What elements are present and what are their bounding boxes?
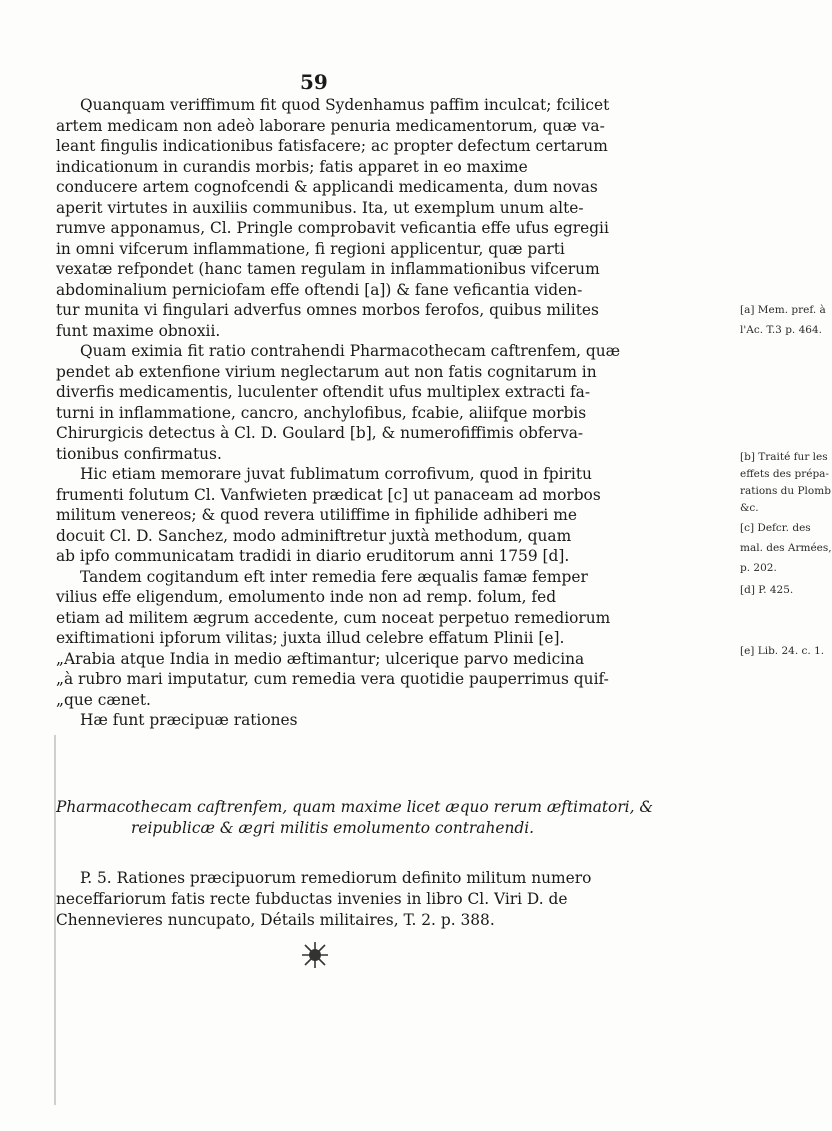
quote-line: „Arabia atque India in medio æftimantur; ulcerique parvo medicina bbox=[56, 649, 585, 668]
margin-note: p. 202. bbox=[740, 562, 777, 574]
text-line: vexatæ refpondet (hanc tamen regulam in inflammationibus vifcerum bbox=[56, 260, 600, 278]
text-line: tionibus confirmatus. bbox=[56, 444, 222, 463]
margin-note: [e] Lib. 24. c. 1. bbox=[740, 645, 825, 657]
text-line: exiftimationi ipforum vilitas; juxta illud celebre effatum Plinii [e]. bbox=[56, 629, 565, 647]
margin-note: mal. des Armées, bbox=[740, 542, 832, 554]
margin-note: effets des prépa- bbox=[740, 468, 829, 480]
text-line: turni in inflammatione, cancro, anchylofibus, fcabie, aliifque morbis bbox=[56, 403, 587, 422]
quote-line: „à rubro mari imputatur, cum remedia vera quotidie pauperrimus quif- bbox=[56, 670, 609, 688]
text-line: leant fingulis indicationibus fatisfacere; ac propter defectum certarum bbox=[56, 137, 608, 155]
margin-note: [a] Mem. pref. à bbox=[740, 304, 826, 316]
text-line: ab ipfo communicatam tradidi in diario eruditorum anni 1759 [d]. bbox=[56, 547, 570, 565]
margin-note: [d] P. 425. bbox=[740, 584, 794, 596]
main-text-block bbox=[56, 95, 734, 731]
text-line: indicationum in curandis morbis; fatis apparet in eo maxime bbox=[56, 157, 528, 176]
margin-note: [c] Defcr. des bbox=[740, 522, 811, 534]
text-line: pendet ab extenfione virium neglectarum aut non fatis cognitarum in bbox=[56, 362, 597, 381]
text-line: rumve apponamus, Cl. Pringle comprobavit veficantia effe ufus egregii bbox=[56, 219, 609, 237]
text-line: tur munita vi fingulari adverfus omnes morbos ferofos, quibus milites bbox=[56, 301, 599, 319]
text-line: abdominalium perniciofam effe oftendi [a]) & fane veficantia viden- bbox=[56, 280, 583, 299]
text-line: vilius effe eligendum, emolumento inde non ad remp. folum, fed bbox=[56, 588, 557, 606]
text-line: neceffariorum fatis recte fubductas invenies in libro Cl. Viri D. de bbox=[56, 890, 568, 908]
text-line: etiam ad militem ægrum accedente, cum noceat perpetuo remediorum bbox=[56, 608, 611, 627]
text-line: Chirurgicis detectus à Cl. D. Goulard [b], & numerofiffimis obferva- bbox=[56, 424, 584, 442]
text-line: artem medicam non adeò laborare penuria medicamentorum, quæ va- bbox=[56, 116, 605, 135]
margin-note: &c. bbox=[740, 502, 759, 514]
text-line: diverfis medicamentis, luculenter oftendit ufus multiplex extracti fa- bbox=[56, 383, 591, 401]
text-line: Chennevieres nuncupato, Détails militaires, T. 2. p. 388. bbox=[56, 911, 495, 929]
text-line: frumenti folutum Cl. Vanfwieten prædicat [c] ut panaceam ad morbos bbox=[56, 485, 601, 504]
page-number: 59 bbox=[300, 70, 328, 94]
text-line: Tandem cogitandum eft inter remedia fere æqualis famæ femper bbox=[80, 567, 588, 586]
printer-ornament-icon bbox=[300, 940, 330, 970]
margin-note: rations du Plomb bbox=[740, 485, 831, 497]
text-line: P. 5. Rationes præcipuorum remediorum definito militum numero bbox=[80, 869, 592, 887]
text-line: conducere artem cognofcendi & applicandi medicamenta, dum novas bbox=[56, 178, 598, 196]
text-line: Quanquam veriffimum fit quod Sydenhamus paffim inculcat; fcilicet bbox=[80, 96, 610, 114]
text-line: militum venereos; & quod revera utiliffime in fiphilide adhiberi me bbox=[56, 506, 577, 524]
page-edge-shadow bbox=[54, 735, 56, 1105]
margin-note: l'Ac. T.3 p. 464. bbox=[740, 324, 822, 336]
text-line: Quam eximia fit ratio contrahendi Pharmacothecam caftrenfem, quæ bbox=[80, 342, 621, 360]
text-line: in omni vifcerum inflammatione, fi regioni applicentur, quæ parti bbox=[56, 239, 565, 258]
heading-line: reipublicæ & ægri militis emolumento contrahendi. bbox=[131, 819, 535, 837]
text-line: funt maxime obnoxii. bbox=[56, 321, 221, 340]
section-paragraph bbox=[56, 868, 756, 931]
quote-line: „que cænet. bbox=[56, 690, 151, 709]
section-heading bbox=[56, 797, 756, 839]
heading-line: Pharmacothecam caftrenfem, quam maxime licet æquo rerum æftimatori, & bbox=[56, 798, 654, 816]
margin-note: [b] Traité fur les bbox=[740, 451, 828, 463]
text-line: Hic etiam memorare juvat fublimatum corrofivum, quod in fpiritu bbox=[80, 465, 592, 483]
text-line: Hæ funt præcipuæ rationes bbox=[80, 711, 298, 729]
text-line: aperit virtutes in auxiliis communibus. Ita, ut exemplum unum alte- bbox=[56, 198, 584, 217]
text-line: docuit Cl. D. Sanchez, modo adminiftretur juxtà methodum, quam bbox=[56, 526, 572, 545]
